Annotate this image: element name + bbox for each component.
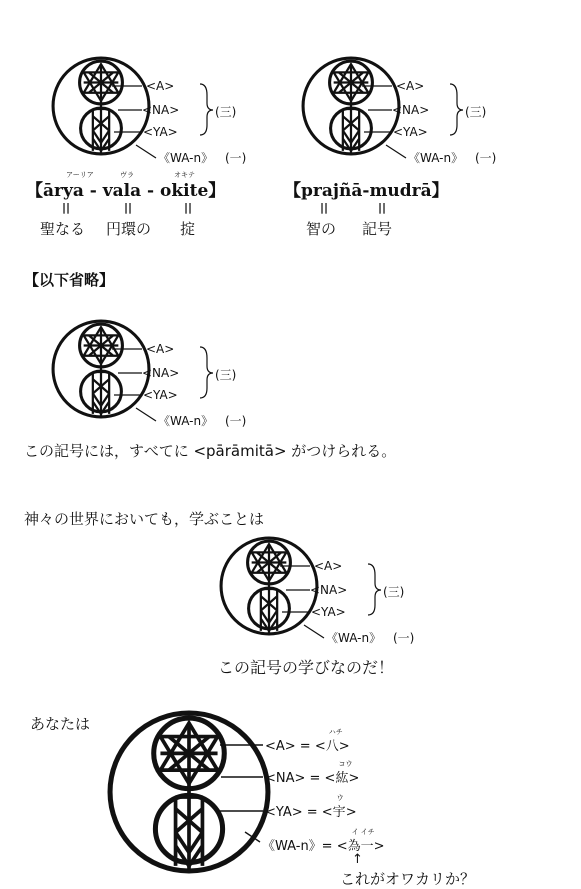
kanji-hachi: 八 — [325, 739, 339, 754]
gloss-okite: 掟 — [180, 220, 196, 238]
label-a: <A> — [396, 79, 425, 93]
emblem-diagram-1 — [50, 55, 255, 167]
emblem-diagram-4 — [218, 535, 423, 647]
equation-wan-left: 《WA-n》= < — [262, 839, 348, 854]
label-one: (一) — [225, 151, 247, 165]
equals-mark: || — [62, 201, 71, 214]
equation-na-left: <NA> = < — [265, 771, 336, 786]
label-three: (三) — [383, 585, 405, 599]
equation-wan — [262, 828, 385, 854]
paramita-sentence: この記号には，すべてに <pārāmitā> がつけられる。 — [24, 442, 397, 460]
emblem-diagram-3 — [50, 318, 255, 430]
kanji-u: 宇 — [332, 805, 346, 820]
gloss-kigou: 記号 — [362, 220, 393, 238]
equation-a — [265, 728, 350, 754]
ruby-i: イ — [351, 828, 359, 836]
label-wan: 《WA-n》 — [158, 414, 214, 428]
equation-ya-left: <YA> = < — [265, 805, 333, 820]
ruby-hachi: ハチ — [328, 728, 343, 736]
label-wan: 《WA-n》 — [158, 151, 214, 165]
equals-mark: || — [320, 201, 329, 214]
label-one: (一) — [225, 414, 247, 428]
kanji-tame: 為 — [347, 839, 361, 854]
label-a: <A> — [146, 342, 175, 356]
equation-na-right: > — [348, 771, 360, 786]
label-a: <A> — [314, 559, 343, 573]
ruby-kou: コウ — [338, 760, 353, 768]
ruby-arya: アーリア — [66, 171, 94, 179]
label-three: (三) — [215, 105, 237, 119]
equation-a-right: > — [338, 739, 350, 754]
ruby-okite: オキテ — [174, 171, 195, 179]
label-one: (一) — [475, 151, 497, 165]
kanji-kou: 紘 — [335, 771, 349, 786]
label-ya: <YA> — [311, 605, 346, 619]
gods-sentence: 神々の世界においても，学ぶことは — [24, 510, 265, 528]
question-text: これがオワカリか？ — [340, 870, 476, 888]
equation-a-left: <A> = < — [265, 739, 326, 754]
label-ya: <YA> — [393, 125, 428, 139]
equation-na — [265, 760, 360, 786]
label-ya: <YA> — [143, 125, 178, 139]
formula-prajna-mudra: 【prajñā-mudrā】 — [284, 181, 449, 201]
kanji-ichi: 一 — [360, 839, 374, 854]
learning-sentence: この記号の学びなのだ！ — [218, 658, 395, 677]
label-wan: 《WA-n》 — [326, 631, 382, 645]
formula-arya-vala-okite: 【ārya - vala - okite】 — [26, 181, 226, 201]
equation-wan-right: > — [373, 839, 385, 854]
ruby-vala: ヴラ — [120, 171, 134, 179]
equals-mark: || — [124, 201, 133, 214]
equation-ya-right: > — [345, 805, 357, 820]
label-three: (三) — [215, 368, 237, 382]
label-three: (三) — [465, 105, 487, 119]
you-are-label: あなたは — [30, 715, 91, 733]
label-wan: 《WA-n》 — [408, 151, 464, 165]
label-na: <NA> — [310, 583, 348, 597]
label-na: <NA> — [142, 103, 180, 117]
ruby-u: ウ — [336, 794, 344, 802]
equals-mark: || — [184, 201, 193, 214]
gloss-chi: 智の — [306, 220, 337, 238]
gloss-seinaru: 聖なる — [40, 220, 86, 238]
arrow-up: ↑ — [352, 852, 363, 867]
equation-ya — [265, 794, 357, 820]
emblem-diagram-2 — [300, 55, 505, 167]
gloss-enkan: 円環の — [106, 220, 152, 238]
ruby-ichi: イチ — [360, 828, 375, 836]
omitted-note: 【以下省略】 — [24, 271, 115, 289]
label-na: <NA> — [392, 103, 430, 117]
equals-mark: || — [378, 201, 387, 214]
label-one: (一) — [393, 631, 415, 645]
label-na: <NA> — [142, 366, 180, 380]
label-a: <A> — [146, 79, 175, 93]
label-ya: <YA> — [143, 388, 178, 402]
